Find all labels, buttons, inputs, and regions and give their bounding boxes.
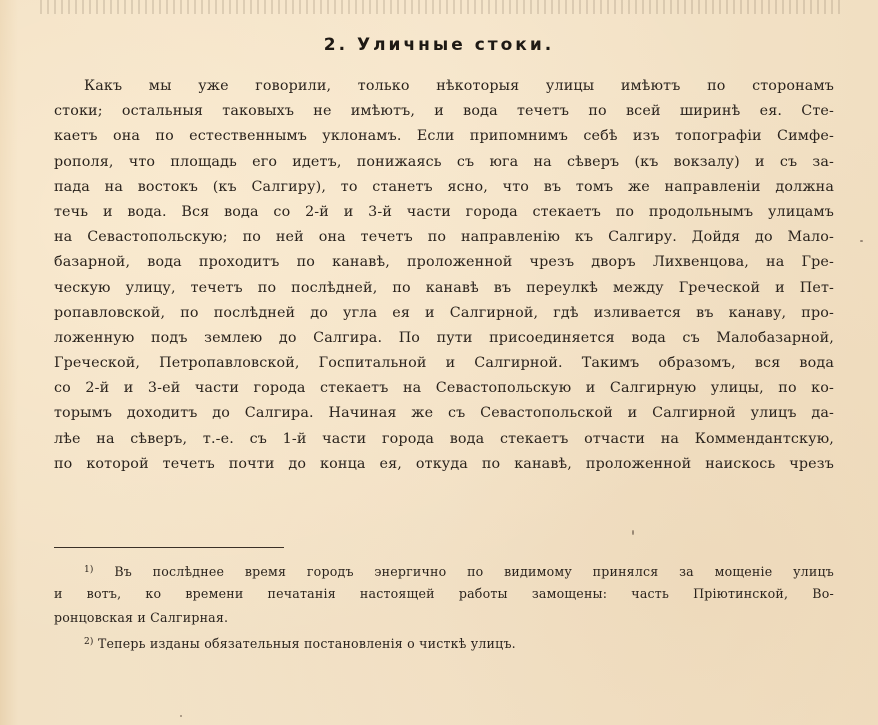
paper-speck bbox=[180, 715, 182, 717]
paragraph-line: течь и вода. Вся вода со 2-й и 3-й части города стекаетъ по продольнымъ улицамъ bbox=[54, 203, 834, 220]
paragraph-line: ложенную подъ землею до Салгира. По пути присоединяется вода съ Малобазарной, bbox=[54, 329, 834, 346]
footnote-separator-rule bbox=[54, 547, 284, 548]
paragraph-line: базарной, вода проходитъ по канавѣ, проложенной чрезъ дворъ Лихвенцова, на Гре- bbox=[54, 254, 834, 271]
paragraph-line: рополя, что площадь его идетъ, понижаясь съ юга на сѣверъ (къ вокзалу) и съ за- bbox=[54, 153, 834, 170]
paragraph-line: на Севастопольскую; по ней она течетъ по направленію къ Салгиру. Дойдя до Мало- bbox=[54, 229, 834, 246]
paragraph-line: по которой течетъ почти до конца ея, откуда по канавѣ, проложенной наискось чрезъ bbox=[54, 455, 834, 472]
footnote-1-line: ронцовская и Салгирная. bbox=[54, 610, 229, 625]
paragraph-line: со 2-й и 3-ей части города стекаетъ на Севастопольскую и Салгирную улицы, по ко- bbox=[54, 380, 834, 397]
footnotes bbox=[54, 558, 834, 654]
footnote-1-line: и вотъ, ко времени печатанія настоящей работы замощены: часть Пріютинской, Во- bbox=[54, 586, 834, 601]
footnote-marker: 1) bbox=[84, 565, 94, 575]
body-paragraph bbox=[54, 74, 834, 477]
footnote-text: Въ послѣднее время городъ энергично по видимому принялся за мощеніе улицъ bbox=[114, 564, 834, 579]
paper-speck bbox=[632, 530, 634, 535]
paragraph-line: стоки; остальныя таковыхъ не имѣютъ, и вода течетъ по всей ширинѣ ея. Сте- bbox=[54, 103, 834, 120]
footnote-2-line bbox=[54, 630, 834, 654]
paragraph-line: торымъ доходитъ до Салгира. Начиная же съ Севастопольской и Салгирной улицъ да- bbox=[54, 405, 834, 422]
footnote-text: Теперь изданы обязательныя постановленія о чисткѣ улицъ. bbox=[97, 636, 516, 651]
paragraph-line: Какъ мы уже говорили, только нѣкоторыя улицы имѣютъ по сторонамъ bbox=[84, 78, 834, 94]
paragraph-line: каетъ она по естественнымъ уклонамъ. Если припомнимъ себѣ изъ топографіи Симфе- bbox=[54, 128, 834, 145]
footnote-1-line bbox=[54, 558, 834, 582]
paragraph-line: лѣе на сѣверъ, т.-е. съ 1-й части города вода стекаетъ отчасти на Коммендантскую, bbox=[54, 430, 834, 447]
paragraph-line: Греческой, Петропавловской, Госпитальной и Салгирной. Такимъ образомъ, вся вода bbox=[54, 355, 834, 372]
paragraph-line: ческую улицу, течетъ по послѣдней, по канавѣ въ переулкѣ между Греческой и Пет- bbox=[54, 279, 834, 296]
previous-page-bleed-through bbox=[40, 0, 840, 14]
section-title: 2. Уличные стоки. bbox=[323, 35, 555, 55]
paper-speck bbox=[860, 240, 863, 242]
paragraph-line: ропавловской, по послѣдней до угла ея и Салгирной, гдѣ изливается въ канаву, про- bbox=[54, 304, 834, 321]
paragraph-line: пада на востокъ (къ Салгиру), то станетъ ясно, что въ томъ же направленіи должна bbox=[54, 178, 834, 195]
footnote-marker: 2) bbox=[84, 637, 94, 647]
